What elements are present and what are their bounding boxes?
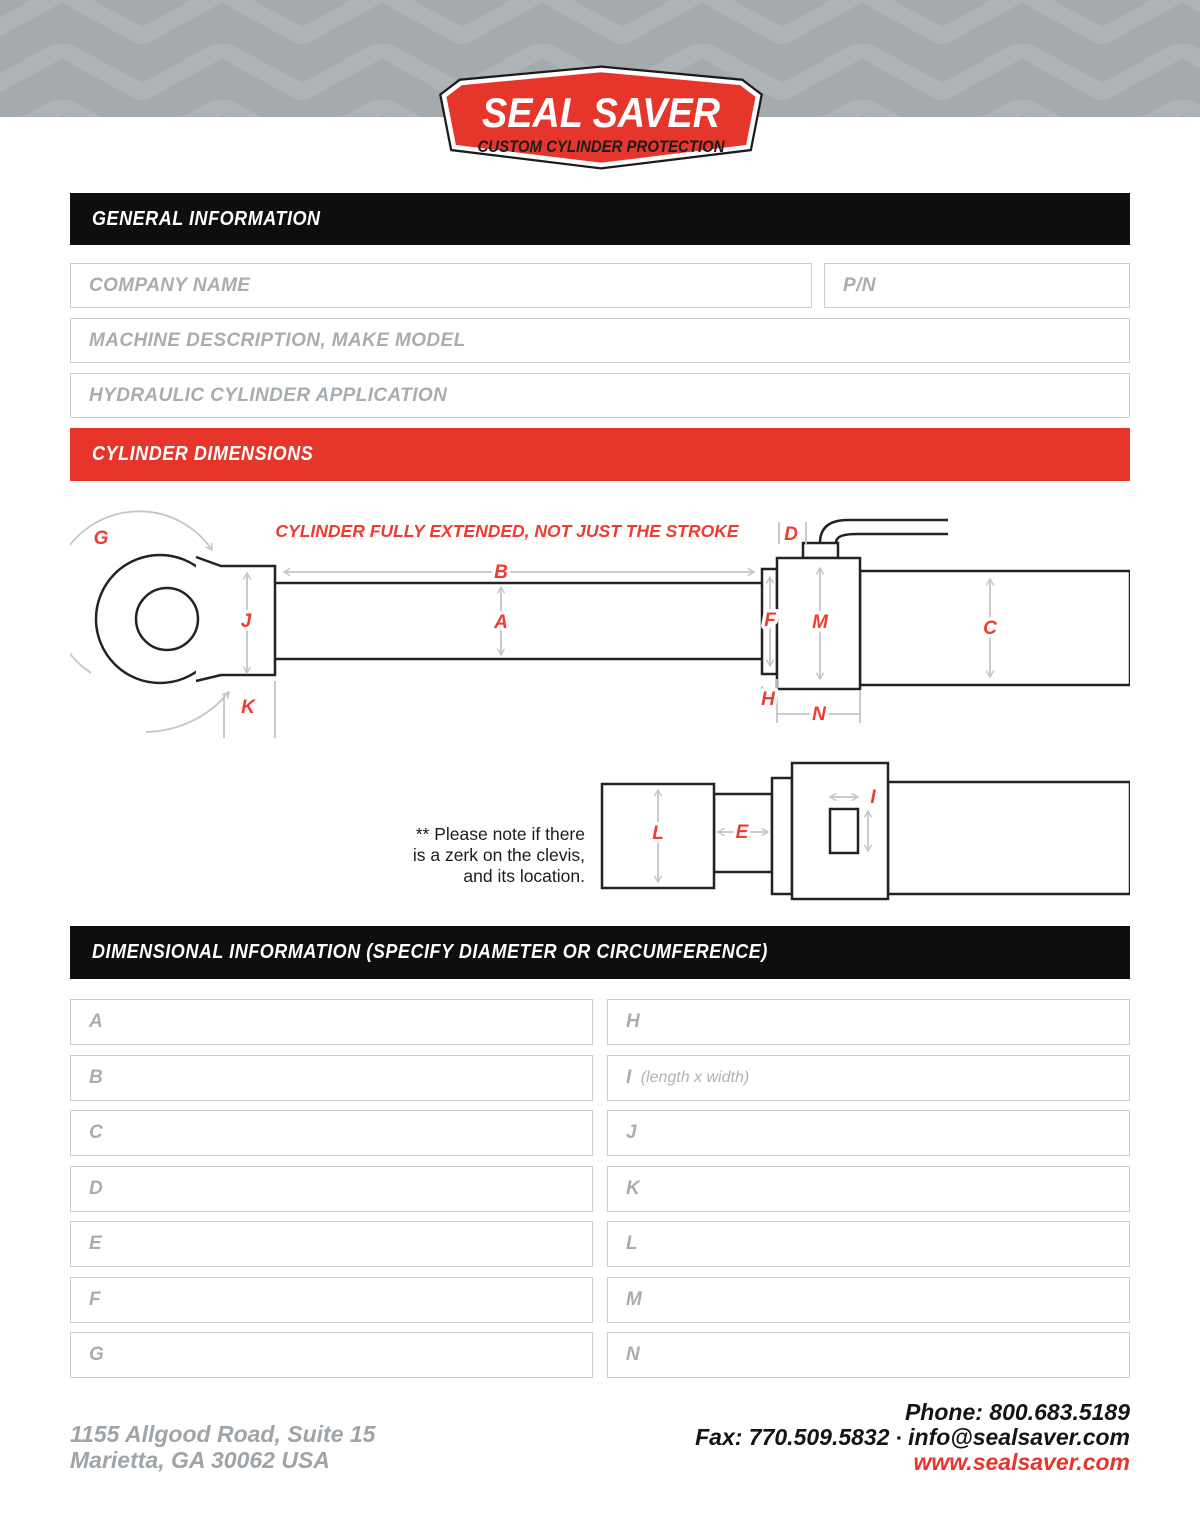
part-number-field-wrap xyxy=(824,263,1130,308)
zerk-note-line3: and its location. xyxy=(463,866,585,886)
address-line2: Marietta, GA 30062 USA xyxy=(70,1447,330,1473)
dim-field-label: F xyxy=(89,1288,102,1310)
dim-field-n[interactable] xyxy=(607,1332,1130,1378)
rod-eye-bore xyxy=(136,588,198,650)
company-address xyxy=(70,1421,375,1473)
dim-field-note: (length x width) xyxy=(640,1068,750,1086)
dim-field-l[interactable] xyxy=(607,1221,1130,1267)
zerk-note-line2: is a zerk on the clevis, xyxy=(412,845,585,865)
machine-description-field-wrap xyxy=(70,318,1130,363)
company-name-input[interactable] xyxy=(70,263,812,308)
dim-field-label: A xyxy=(89,1011,104,1032)
dim-label-j: J xyxy=(240,611,252,632)
dim-label-h: H xyxy=(761,689,775,710)
dim-label-e: E xyxy=(735,822,749,843)
dim-field-label: M xyxy=(626,1288,643,1310)
dim-field-g[interactable] xyxy=(70,1332,593,1378)
dim-field-k[interactable] xyxy=(607,1166,1130,1212)
clevis-barrel xyxy=(888,782,1130,894)
section-header-general-information xyxy=(70,193,1130,245)
brand-logo xyxy=(433,62,767,172)
section-title: CYLINDER DIMENSIONS xyxy=(92,443,314,465)
dim-field-a[interactable] xyxy=(70,999,593,1045)
hydraulic-hose-upper xyxy=(820,520,948,543)
dim-field-b[interactable] xyxy=(70,1055,593,1101)
dim-field-label: G xyxy=(89,1344,105,1365)
dim-label-g: G xyxy=(93,528,109,549)
dim-label-b: B xyxy=(494,562,508,583)
dim-label-d: D xyxy=(784,524,798,545)
logo-title: SEAL SAVER xyxy=(482,89,721,136)
contact-block xyxy=(695,1400,1130,1475)
dim-label-n: N xyxy=(812,704,826,725)
machine-description-input[interactable] xyxy=(70,318,1130,363)
cylinder-diagram xyxy=(70,501,1130,921)
cylinder-clevis-view xyxy=(413,763,1130,899)
cylinder-side-view xyxy=(70,511,1130,738)
dim-arc-k xyxy=(146,692,229,732)
address-line1: 1155 Allgood Road, Suite 15 xyxy=(70,1421,376,1447)
hydraulic-application-input[interactable] xyxy=(70,373,1130,418)
company-name-field-wrap xyxy=(70,263,812,308)
dim-field-f[interactable] xyxy=(70,1277,593,1323)
hydraulic-hose-lower xyxy=(836,534,948,543)
form-body xyxy=(70,193,1130,1475)
fax-email-line xyxy=(695,1425,1130,1450)
dim-field-m[interactable] xyxy=(607,1277,1130,1323)
section-title: GENERAL INFORMATION xyxy=(92,207,321,230)
fax-number: Fax: 770.509.5832 xyxy=(695,1424,890,1450)
section-title: DIMENSIONAL INFORMATION (SPECIFY DIAMETER OR CIRCUMFERENCE) xyxy=(92,941,768,963)
hydraulic-application-field-wrap xyxy=(70,373,1130,418)
dim-field-label: J xyxy=(626,1122,637,1143)
section-header-cylinder-dimensions xyxy=(70,428,1130,481)
clevis-collar xyxy=(772,778,792,894)
dim-label-l: L xyxy=(652,823,664,844)
zerk-slot xyxy=(830,809,858,853)
footer xyxy=(70,1400,1130,1475)
dim-field-c[interactable] xyxy=(70,1110,593,1156)
dim-field-label: N xyxy=(626,1344,641,1365)
zerk-note-line1: ** Please note if there xyxy=(415,824,585,844)
logo-subtitle: CUSTOM CYLINDER PROTECTION xyxy=(477,137,726,156)
separator-dot: ▪ xyxy=(896,1430,902,1445)
piston-rod xyxy=(275,583,762,659)
dim-field-label: C xyxy=(89,1122,104,1143)
dim-label-k: K xyxy=(241,697,255,718)
dim-field-label: I xyxy=(626,1066,632,1088)
phone-number: Phone: 800.683.5189 xyxy=(904,1399,1130,1425)
rod-eye-neck-fill xyxy=(196,557,275,681)
dim-field-label: D xyxy=(89,1177,104,1199)
extended-note: CYLINDER FULLY EXTENDED, NOT JUST THE STROKE xyxy=(275,521,739,541)
dimensional-fields-grid xyxy=(70,999,1130,1378)
dim-label-i: I xyxy=(870,787,876,808)
dim-field-label: E xyxy=(89,1233,103,1254)
email-address[interactable]: info@sealsaver.com xyxy=(908,1424,1130,1450)
dim-field-d[interactable] xyxy=(70,1166,593,1212)
section-header-dimensional-information xyxy=(70,926,1130,979)
dim-label-c: C xyxy=(983,618,997,639)
dim-field-j[interactable] xyxy=(607,1110,1130,1156)
dim-label-a: A xyxy=(494,612,508,633)
hydraulic-port xyxy=(803,543,838,558)
dim-field-e[interactable] xyxy=(70,1221,593,1267)
dim-label-m: M xyxy=(812,612,828,633)
dim-field-label: B xyxy=(89,1066,104,1088)
dim-label-f: F xyxy=(764,610,776,631)
dim-field-i[interactable] xyxy=(607,1055,1130,1101)
part-number-input[interactable] xyxy=(824,263,1130,308)
dim-field-label: L xyxy=(626,1233,639,1254)
website-link[interactable]: www.sealsaver.com xyxy=(913,1449,1130,1475)
dim-field-label: K xyxy=(626,1177,641,1199)
dim-field-label: H xyxy=(626,1011,641,1032)
dim-field-h[interactable] xyxy=(607,999,1130,1045)
